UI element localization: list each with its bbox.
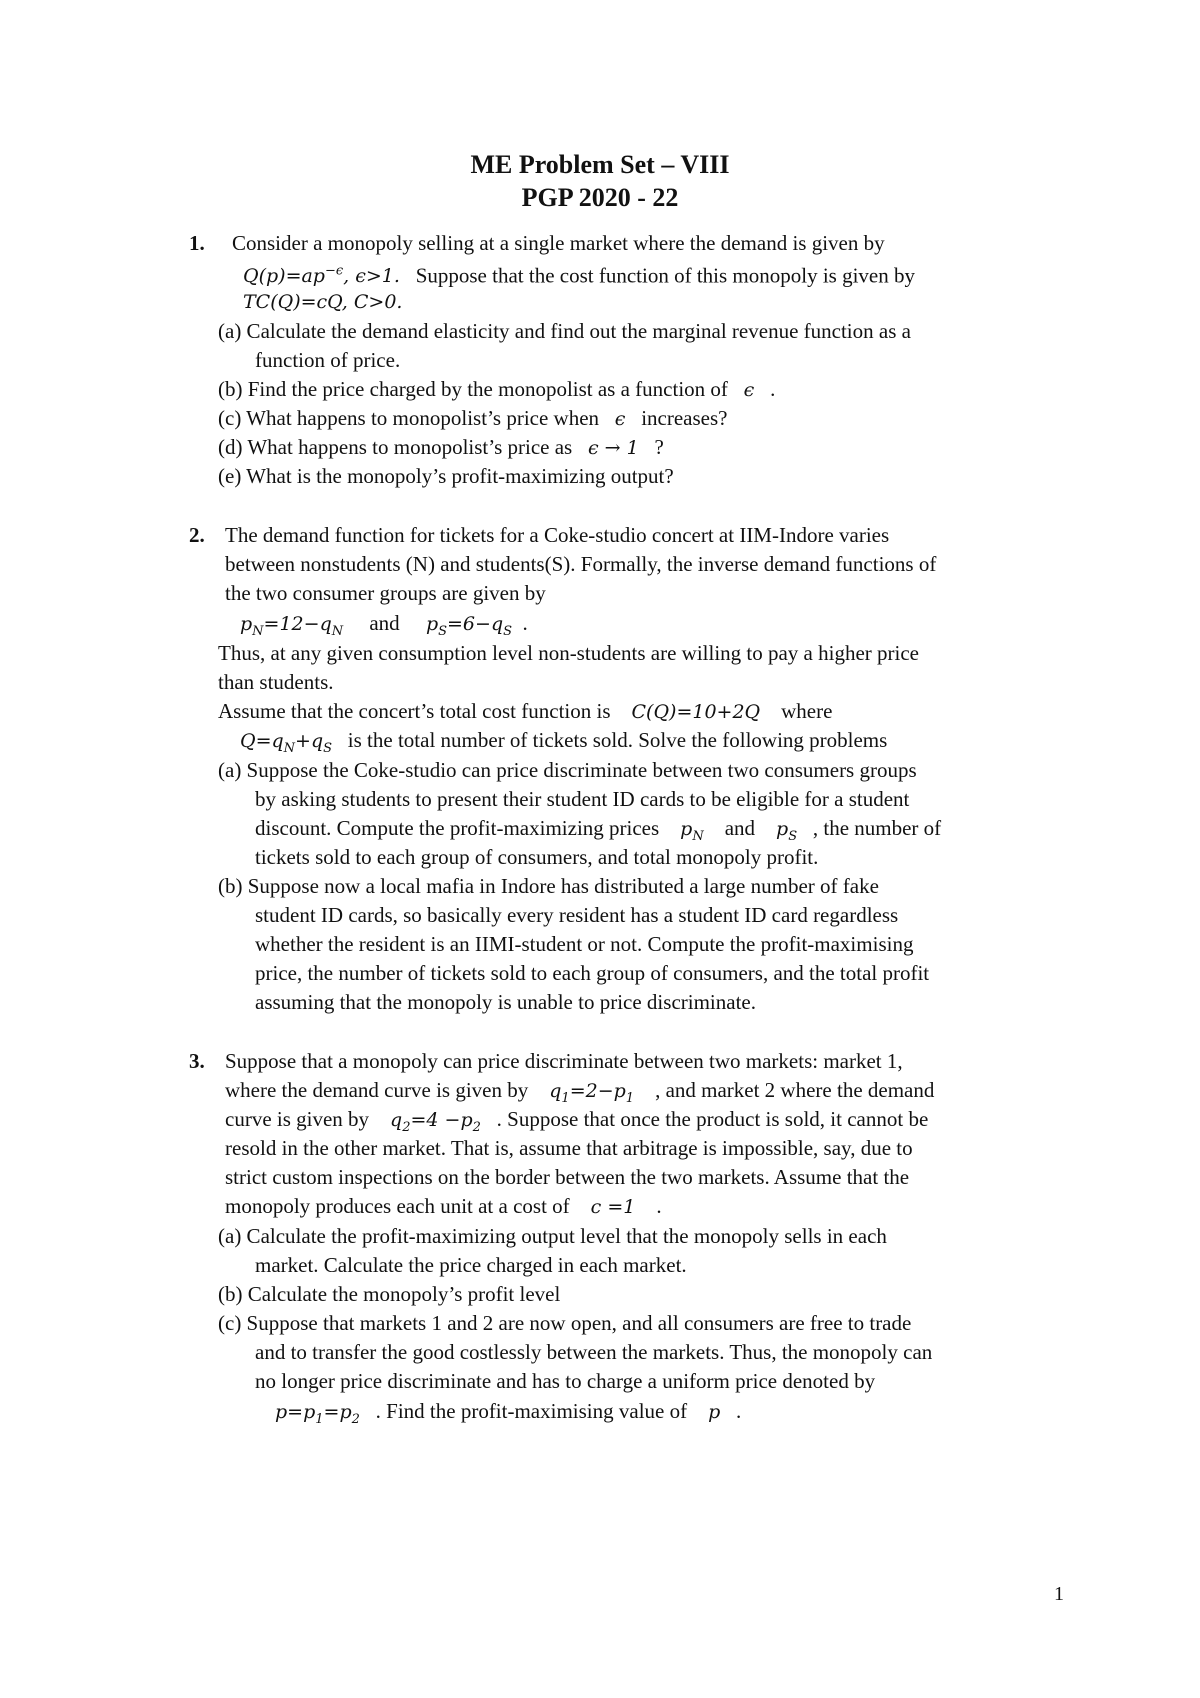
question-1-demand-line bbox=[243, 259, 915, 289]
question-3-line-2: where the demand curve is given by $q_1=2-p_1$ , and market 2 where the demand bbox=[225, 1078, 935, 1106]
question-2-cost-line: Assume that the concert’s total cost function is C(Q)=10+2Q where bbox=[218, 699, 833, 723]
question-2a-line-1: (a) Suppose the Coke-studio can price discriminate between two consumers groups bbox=[218, 758, 917, 782]
question-2a-line-4: tickets sold to each group of consumers, and total monopoly profit. bbox=[255, 845, 819, 869]
question-2-line-5: Thus, at any given consumption level non-students are willing to pay a higher price bbox=[218, 641, 919, 665]
question-3c-line-3: no longer price discriminate and has to charge a uniform price denoted by bbox=[255, 1369, 876, 1393]
question-3a-line-2: market. Calculate the price charged in each market. bbox=[255, 1253, 687, 1277]
question-3b: (b) Calculate the monopoly’s profit level bbox=[218, 1282, 561, 1306]
question-2-number: 2. bbox=[189, 523, 205, 547]
cost-intro: Suppose that the cost function of this monopoly is given by bbox=[415, 263, 915, 288]
question-1-intro: Consider a monopoly selling at a single market where the demand is given by bbox=[232, 231, 885, 255]
question-1e: (e) What is the monopoly’s profit-maximizing output? bbox=[218, 464, 674, 488]
question-1a-cont: function of price. bbox=[255, 348, 401, 372]
question-2-total-line: $Q=q_N+q_S$ is the total number of tickets sold. Solve the following problems bbox=[240, 728, 888, 756]
question-2b-line-2: student ID cards, so basically every resident has a student ID card regardless bbox=[255, 903, 899, 927]
question-3c-line-1: (c) Suppose that markets 1 and 2 are now open, and all consumers are free to trade bbox=[218, 1311, 912, 1335]
question-1d: (d) What happens to monopolist’s price as ϵ → 1 ? bbox=[218, 435, 664, 459]
question-2a-line-3: discount. Compute the profit-maximizing prices $p_N$ and $p_S$ , the number of bbox=[255, 816, 942, 844]
question-2-line-2: between nonstudents (N) and students(S). Formally, the inverse demand functions of bbox=[225, 552, 937, 576]
page-title: ME Problem Set – VIII bbox=[470, 150, 730, 179]
question-3c-line-4: $p=p_1=p_2$ . Find the profit-maximising value of p . bbox=[275, 1399, 742, 1427]
question-2b-line-5: assuming that the monopoly is unable to price discriminate. bbox=[255, 990, 756, 1014]
question-1a: (a) Calculate the demand elasticity and find out the marginal revenue function as a bbox=[218, 319, 911, 343]
question-3a-line-1: (a) Calculate the profit-maximizing output level that the monopoly sells in each bbox=[218, 1224, 887, 1248]
question-2b-line-3: whether the resident is an IIMI-student or not. Compute the profit-maximising bbox=[255, 932, 914, 956]
question-2-line-3: the two consumer groups are given by bbox=[225, 581, 546, 605]
page-subtitle: PGP 2020 - 22 bbox=[521, 183, 679, 212]
question-2b-line-4: price, the number of tickets sold to each group of consumers, and the total profit bbox=[255, 961, 930, 985]
question-1b: (b) Find the price charged by the monopolist as a function of ϵ . bbox=[218, 377, 776, 401]
question-2-line-6: than students. bbox=[218, 670, 334, 694]
question-3-line-1: Suppose that a monopoly can price discriminate between two markets: market 1, bbox=[225, 1049, 903, 1073]
question-2b-line-1: (b) Suppose now a local mafia in Indore has distributed a large number of fake bbox=[218, 874, 879, 898]
inverse-demand-equations: $p_N=12-q_N$ and $p_S=6-q_S$ . bbox=[240, 611, 528, 639]
question-3-line-6: monopoly produces each unit at a cost of c =1 . bbox=[225, 1194, 662, 1218]
question-1c: (c) What happens to monopolist’s price when ϵ increases? bbox=[218, 406, 728, 430]
question-2a-line-2: by asking students to present their student ID cards to be eligible for a student bbox=[255, 787, 910, 811]
page-number: 1 bbox=[1054, 1583, 1064, 1605]
question-3-line-4: resold in the other market. That is, assume that arbitrage is impossible, say, due to bbox=[225, 1136, 913, 1160]
cost-equation: TC(Q)=cQ, C>0. bbox=[243, 291, 403, 313]
question-3-line-3: curve is given by $q_2=4 -p_2$ . Suppose that once the product is sold, it cannot be bbox=[225, 1107, 929, 1135]
demand-equation: $Q(p)=ap^{-\epsilon}$, ϵ>1. bbox=[243, 264, 400, 288]
question-3c-line-2: and to transfer the good costlessly between the markets. Thus, the monopoly can bbox=[255, 1340, 933, 1364]
question-2-line-1: The demand function for tickets for a Coke-studio concert at IIM-Indore varies bbox=[225, 523, 890, 547]
question-3-line-5: strict custom inspections on the border between the two markets. Assume that the bbox=[225, 1165, 910, 1189]
question-3-number: 3. bbox=[189, 1049, 205, 1073]
question-1-number: 1. bbox=[189, 231, 205, 255]
